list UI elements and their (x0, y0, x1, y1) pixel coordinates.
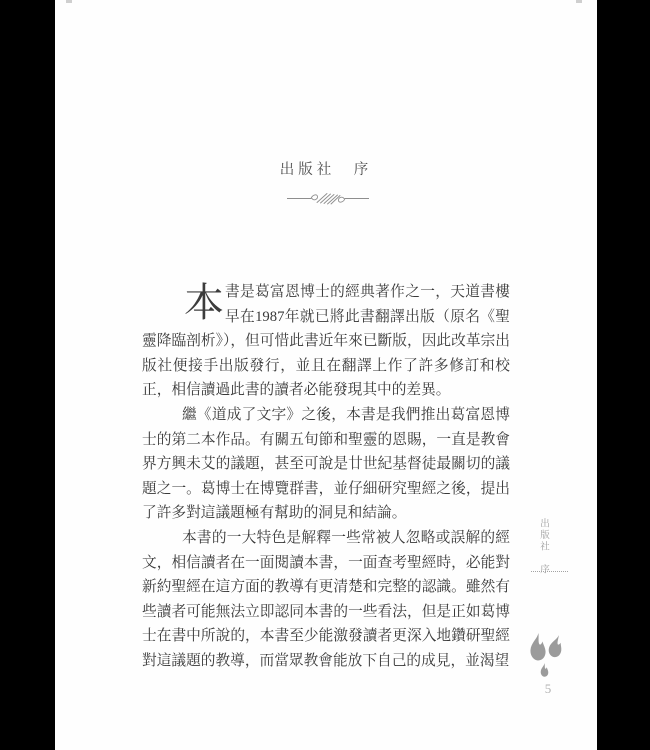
preface-body (142, 280, 510, 674)
scan-artifact-left (66, 0, 72, 3)
paragraph-2: 繼《道成了文字》之後，本書是我們推出葛富恩博士的第二本作品。有關五旬節和聖靈的恩賜，一直是教會界方興未艾的議題，甚至可說是廿世紀基督徒最關切的議題之一。葛博士在博覽群書，並仔細研究聖經之後，提出了許多對這議題極有幫助的洞見和結論。 (142, 406, 510, 522)
paragraph-3: 本書的一大特色是解釋一些常被人忽略或誤解的經文，相信讀者在一面閱讀本書，一面查考聖經時，必能對新約聖經在這方面的教導有更清楚和完整的認識。雖然有些讀者可能無法立即認同本書的一些看法，但是正如葛博士在書中所說的，本書至少能激發讀者更深入地鑽研聖經對這議題的教導，而當眾教會能放下自己的成見，並渴望 (142, 529, 510, 669)
running-header: 出版社 序 (538, 518, 548, 576)
page-title: 出版社 序 (279, 162, 373, 178)
paragraph-1 (142, 280, 510, 403)
running-header-rule (531, 571, 568, 572)
drop-cap: 本 (184, 280, 224, 325)
paragraph-1-text: 書是葛富恩博士的經典著作之一，天道書樓早在1987年就已將此書翻譯出版（原名《聖靈降臨剖析》），但可惜此書近年來已斷版，因此改革宗出版社便接手出版發行，並且在翻譯上作了許多修訂和校正，相信讀過此書的讀者必能發現其中的差異。 (142, 284, 510, 399)
scan-artifact-right (576, 0, 582, 3)
scan-border-right (597, 0, 650, 750)
page-number: 5 (544, 681, 552, 696)
flourish-divider-icon (287, 190, 369, 212)
scan-border-left (0, 0, 55, 750)
